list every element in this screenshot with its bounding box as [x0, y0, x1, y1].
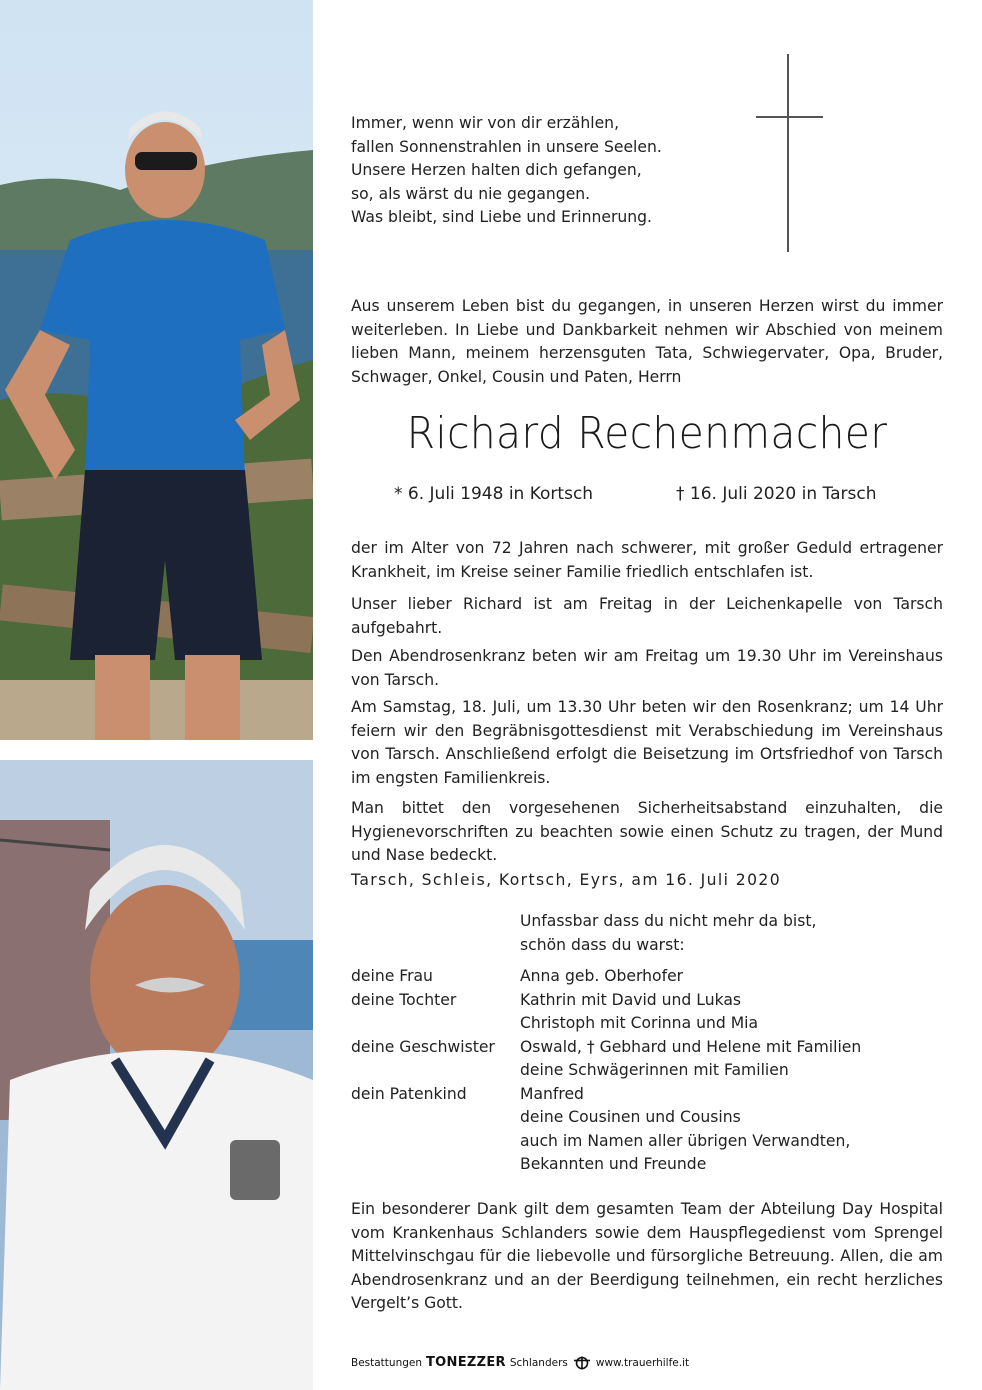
- footer-town: Schlanders: [509, 1356, 568, 1369]
- paragraph-hygiene: Man bittet den vorgesehenen Sicherheitsabstand einzuhalten, die Hygienevorschriften zu beachten sowie einen Schutz zu tragen, der Mund und Nase bedeckt.: [351, 799, 943, 864]
- family-row: [351, 1130, 861, 1154]
- family-relation: [351, 1059, 520, 1083]
- tribute-line: Unfassbar dass du nicht mehr da bist,: [520, 912, 817, 930]
- photo-deceased-portrait: [0, 760, 313, 1390]
- family-row: [351, 1059, 861, 1083]
- family-relation: [351, 1012, 520, 1036]
- poem-line: so, als wärst du nie gegangen.: [351, 184, 591, 203]
- death-date: † 16. Juli 2020 in Tarsch: [676, 484, 877, 504]
- paragraph-illness: der im Alter von 72 Jahren nach schwerer, mit großer Geduld ertragener Krankheit, im Kreise seiner Familie friedlich entschlafen ist.: [351, 539, 943, 581]
- family-names: Oswald, † Gebhard und Helene mit Familien: [520, 1037, 862, 1056]
- poem-line: Immer, wenn wir von dir erzählen,: [351, 114, 620, 132]
- paragraph-funeral: Am Samstag, 18. Juli, um 13.30 Uhr beten wir den Rosenkranz; um 14 Uhr feiern wir den Begräbnisgottesdienst mit Verabschiedung im Vereinshaus von Tarsch. Anschließend erfolgt die Beisetzung im Ortsfriedhof von Tarsch im engsten Familienkreis.: [351, 698, 943, 787]
- trauerhilfe-logo-icon: [572, 1356, 592, 1370]
- family-relation: [351, 1106, 520, 1130]
- poem-line: Unsere Herzen halten dich gefangen,: [351, 161, 642, 179]
- family-relation: [351, 1130, 520, 1154]
- family-row: [351, 1153, 861, 1177]
- family-relation: deine Frau: [351, 967, 433, 985]
- family-row: [351, 1036, 861, 1060]
- tribute: [520, 910, 816, 957]
- poem-line: fallen Sonnenstrahlen in unsere Seelen.: [351, 137, 662, 156]
- deceased-name: Richard Rechenmacher: [406, 408, 888, 459]
- paragraph-rosary: Den Abendrosenkranz beten wir am Freitag um 19.30 Uhr im Vereinshaus von Tarsch.: [351, 647, 943, 689]
- family-relation: deine Geschwister: [351, 1037, 495, 1056]
- family-row: [351, 1012, 861, 1036]
- footer-website[interactable]: www.trauerhilfe.it: [595, 1356, 690, 1369]
- birth-date: * 6. Juli 1948 in Kortsch: [394, 484, 594, 504]
- cross-icon: [787, 54, 789, 252]
- family-row: [351, 989, 861, 1013]
- family-names: Christoph mit Corinna und Mia: [520, 1014, 759, 1032]
- photo-deceased-seaside: [0, 0, 313, 740]
- family-names: deine Cousinen und Cousins: [520, 1108, 741, 1126]
- thanks-text: Ein besonderer Dank gilt dem gesamten Team der Abteilung Day Hospital vom Krankenhaus Schlanders sowie dem Hauspflegedienst vom Sprengel Mittelvinschgau für die liebevolle und fürsorgliche Betreuung. Allen, die am Abendrosenkranz und an der Beerdigung teilnehmen, ein recht herzliches Vergelt’s Gott.: [351, 1200, 943, 1312]
- footer-prefix: Bestattungen: [351, 1356, 423, 1369]
- family-names: auch im Namen aller übrigen Verwandten,: [520, 1131, 851, 1150]
- cross-icon-bar: [756, 116, 823, 118]
- family-relation: dein Patenkind: [351, 1084, 467, 1103]
- family-relation: deine Tochter: [351, 990, 457, 1009]
- family-names: Anna geb. Oberhofer: [520, 967, 684, 985]
- family-names: Bekannten und Freunde: [520, 1155, 707, 1173]
- poem: [351, 112, 731, 230]
- footer: [351, 1355, 689, 1370]
- family-row: [351, 1083, 861, 1107]
- paragraph-wake: Unser lieber Richard ist am Freitag in der Leichenkapelle von Tarsch aufgebahrt.: [351, 595, 943, 637]
- intro-text: Aus unserem Leben bist du gegangen, in unseren Herzen wirst du immer weiterleben. In Liebe und Dankbarkeit nehmen wir Abschied von meinem lieben Mann, meinem herzensguten Tata, Schwiegervater, Opa, Bruder, Schwager, Onkel, Cousin und Paten, Herrn: [351, 297, 943, 386]
- tribute-line: schön dass du warst:: [520, 935, 685, 954]
- family-names: Manfred: [520, 1084, 584, 1103]
- footer-brand: TONEZZER: [426, 1355, 506, 1370]
- family-names: deine Schwägerinnen mit Familien: [520, 1061, 789, 1079]
- family-row: [351, 1106, 861, 1130]
- family-row: [351, 965, 861, 989]
- family-list: [351, 965, 861, 1177]
- place-date: Tarsch, Schleis, Kortsch, Eyrs, am 16. Juli 2020: [351, 871, 782, 889]
- family-names: Kathrin mit David und Lukas: [520, 990, 742, 1009]
- family-relation: [351, 1153, 520, 1177]
- poem-line: Was bleibt, sind Liebe und Erinnerung.: [351, 208, 653, 226]
